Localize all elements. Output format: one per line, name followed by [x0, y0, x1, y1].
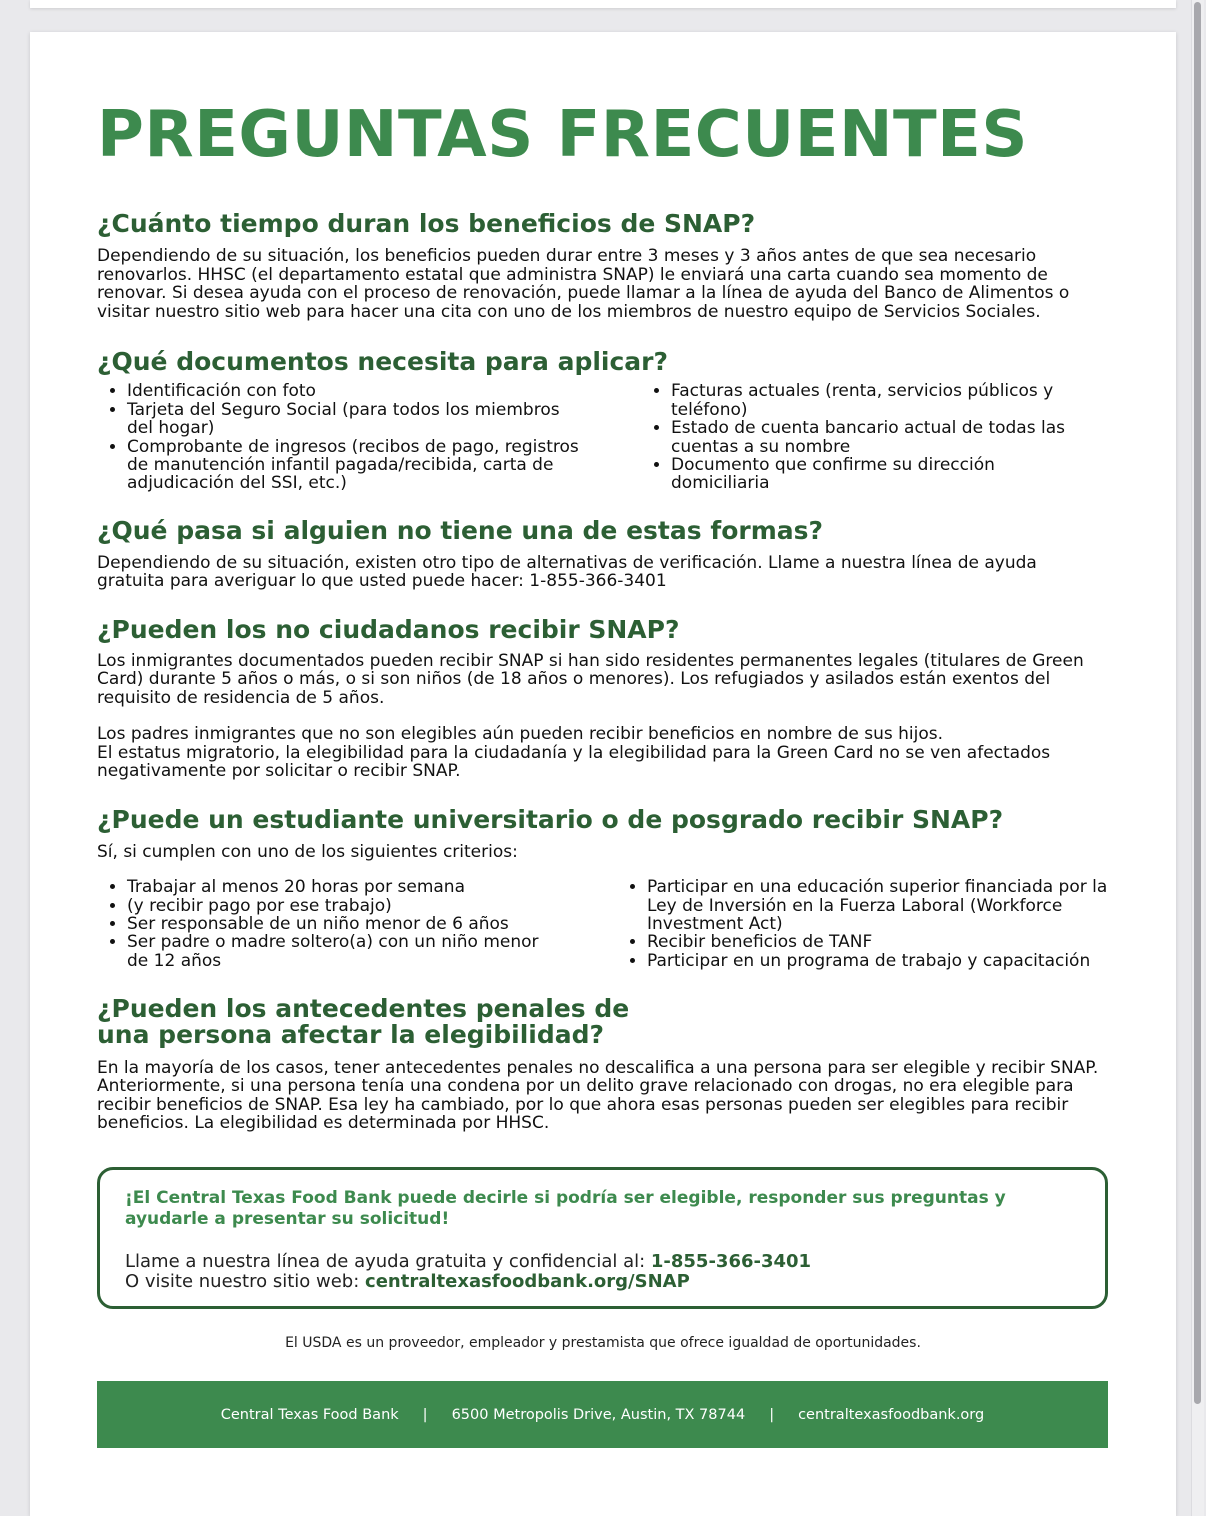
list-item: • (y recibir pago por ese trabajo): [127, 897, 557, 915]
list-item: • Facturas actuales (renta, servicios públicos y teléfono): [671, 382, 1086, 419]
question-students: ¿Puede un estudiante universitario o de posgrado recibir SNAP?: [97, 804, 1004, 834]
answer-missing-forms: Dependiendo de su situación, existen otro tipo de alternativas de verificación. Llame a nuestra línea de ayuda gratuita para averiguar lo que usted puede hacer: 1-855-366-3401: [97, 553, 1037, 592]
footer-address: 6500 Metropolis Drive, Austin, TX 78744: [451, 1406, 746, 1423]
list-item: • Comprobante de ingresos (recibos de pago, registros de manutención infantil pagada/recibida, carta de adjudicación del SSI, etc.): [127, 438, 587, 493]
footer-separator: |: [769, 1406, 775, 1423]
documents-list: [97, 382, 1108, 492]
footer-bar: [97, 1381, 1108, 1448]
list-item: • Ser responsable de un niño menor de 6 años: [127, 915, 557, 933]
documents-list-left: [97, 382, 587, 492]
question-criminal-record: [97, 996, 1108, 1049]
footer-org: Central Texas Food Bank: [220, 1406, 399, 1423]
list-item: • Tarjeta del Seguro Social (para todos los miembros del hogar): [127, 401, 587, 438]
students-intro: Sí, si cumplen con uno de los siguientes criterios:: [97, 841, 518, 862]
list-item: • Recibir beneficios de TANF: [647, 933, 1108, 951]
question-line-1: ¿Pueden los antecedentes penales de: [97, 994, 630, 1024]
list-item: • Estado de cuenta bancario actual de todas las cuentas a su nombre: [671, 419, 1086, 456]
question-non-citizens: ¿Pueden los no ciudadanos recibir SNAP?: [97, 614, 680, 644]
website-link[interactable]: centraltexasfoodbank.org/SNAP: [365, 1271, 690, 1292]
answer-criminal-record: En la mayoría de los casos, tener antecedentes penales no descalifica a una persona para ser elegible y recibir SNAP. Anteriormente, si una persona tenía una condena por un delito grave relacionado con drogas, no era elegible para recibir beneficios de SNAP. Esa ley ha cambiado, por lo que ahora esas personas pueden ser elegibles para recibir beneficios. La elegibilidad es determinada por HHSC.: [97, 1057, 1099, 1133]
list-item: • Trabajar al menos 20 horas por semana: [127, 878, 557, 896]
footer-separator: |: [422, 1406, 428, 1423]
helpline-label: Llame a nuestra línea de ayuda gratuita y confidencial al:: [125, 1251, 651, 1272]
answer-non-citizens-2: Los padres inmigrantes que no son elegibles aún pueden recibir beneficios en nombre de sus hijos.: [97, 724, 944, 745]
website-label: O visite nuestro sitio web:: [125, 1271, 366, 1292]
document-page: [30, 32, 1176, 1516]
list-item: • Participar en una educación superior financiada por la Ley de Inversión en la Fuerza Laboral (Workforce Investment Act): [647, 878, 1108, 933]
contact-callout-box: [97, 1167, 1108, 1309]
page-title: PREGUNTAS FRECUENTES: [97, 98, 1028, 172]
question-benefit-duration: ¿Cuánto tiempo duran los beneficios de SNAP?: [97, 209, 756, 239]
students-list-right: [617, 878, 1108, 970]
answer-non-citizens-3: El estatus migratorio, la elegibilidad para la ciudadanía y la elegibilidad para la Green Card no se ven afectados negativamente por solicitar o recibir SNAP.: [97, 742, 1051, 782]
website-line: [125, 1272, 690, 1292]
answer-benefit-duration: Dependiendo de su situación, los beneficios pueden durar entre 3 meses y 3 años antes de que sea necesario renovarlos. HHSC (el departamento estatal que administra SNAP) le enviará una carta cuando sea momento de renovar. Si desea ayuda con el proceso de renovación, puede llamar a la línea de ayuda del Banco de Alimentos o visitar nuestro sitio web para hacer una cita con uno de los miembros de nuestro equipo de Servicios Sociales.: [97, 246, 1070, 322]
list-item: • Documento que confirme su dirección domiciliaria: [671, 456, 1086, 493]
usda-statement: El USDA es un proveedor, empleador y prestamista que ofrece igualdad de oportunidades.: [285, 1335, 921, 1351]
list-item: • Participar en un programa de trabajo y capacitación: [647, 952, 1108, 970]
question-line-2: una persona afectar la elegibilidad?: [97, 1020, 605, 1050]
answer-non-citizens-1: Los inmigrantes documentados pueden recibir SNAP si han sido residentes permanentes legales (titulares de Green Card) durante 5 años o más, o si son niños (de 18 años o menores). Los refugiados y asilados están exentos del requisito de residencia de 5 años.: [97, 651, 1084, 708]
previous-page-edge: [30, 0, 1176, 8]
question-documents: ¿Qué documentos necesita para aplicar?: [97, 347, 669, 377]
students-list-left: [97, 878, 557, 970]
page-content: [97, 32, 1108, 1132]
list-item: • Identificación con foto: [127, 382, 587, 400]
documents-list-right: [641, 382, 1086, 492]
helpline-line: [125, 1252, 811, 1272]
students-criteria-list: [97, 878, 1108, 970]
question-missing-forms: ¿Qué pasa si alguien no tiene una de estas formas?: [97, 515, 824, 545]
list-item: • Ser padre o madre soltero(a) con un niño menor de 12 años: [127, 933, 557, 970]
scrollbar-thumb[interactable]: [1194, 2, 1201, 1404]
helpline-phone[interactable]: 1-855-366-3401: [650, 1251, 812, 1272]
vertical-scrollbar[interactable]: [1191, 0, 1204, 1516]
footer-website[interactable]: centraltexasfoodbank.org: [798, 1406, 985, 1423]
callout-heading: ¡El Central Texas Food Bank puede decirle si podría ser elegible, responder sus preguntas y ayudarle a presentar su solicitud!: [125, 1188, 1006, 1229]
